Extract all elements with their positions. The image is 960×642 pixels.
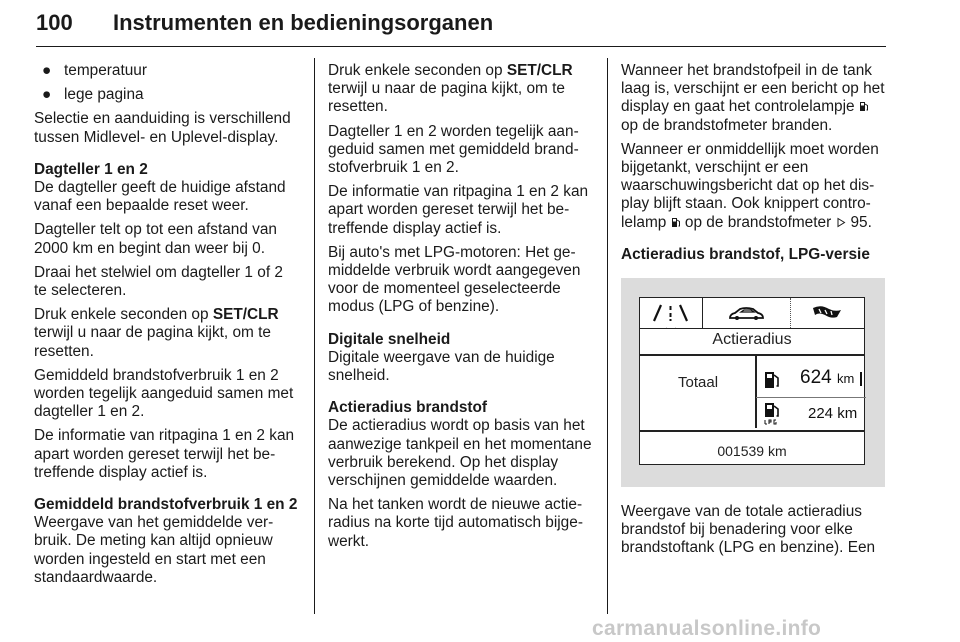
section-heading: Digitale snelheid	[328, 330, 451, 348]
fuel-pump-icon	[859, 101, 869, 112]
paragraph: Na het tanken wordt de nieuwe actieradius na korte tijd automatisch bijgewerkt.	[328, 496, 583, 550]
tab-road	[640, 298, 703, 328]
paragraph: De dagteller geeft de huidige afstand vanaf een bepaalde reset weer.	[34, 179, 286, 215]
fuel-pump-icon	[764, 370, 780, 390]
button-label: SET/CLR	[212, 306, 279, 324]
paragraph: Druk enkele seconden op SET/CLR terwijl u naar de pagina kijkt, om te resetten.	[328, 62, 573, 116]
paragraph: Weergave van het gemiddelde verbruik. De meting kan altijd opnieuw worden ingesteld en start met een standaardwaarde.	[34, 514, 274, 586]
total-label: Totaal	[678, 374, 719, 392]
paragraph: Draai het stelwiel om dagteller 1 of 2 te selecteren.	[34, 263, 283, 300]
column-3	[621, 62, 887, 564]
page-number: 100	[36, 10, 73, 35]
paragraph: Gemiddeld brandstofverbruik 1 en 2 worden tegelijk aangeduid samen met dagteller 1 en 2.	[34, 366, 294, 421]
tab-car	[702, 298, 790, 328]
paragraph: De informatie van ritpagina 1 en 2 kan apart worden gereset terwijl het betreffende display actief is.	[328, 183, 589, 237]
figure-caption: Weergave van de totale actieradius brandstof bij benadering voor elke brandstoftank (LPG en benzine). Een	[621, 503, 876, 557]
divider	[756, 397, 866, 398]
lpg-pump-icon	[764, 402, 780, 426]
display-page-title: Actieradius	[712, 331, 792, 349]
page-title: Instrumenten en bedieningsorganen	[113, 10, 494, 35]
section-heading: Gemiddeld brandstofverbruik 1 en 2	[34, 496, 298, 514]
page-header	[36, 4, 886, 47]
paragraph: Selectie en aanduiding is verschillend tussen Midlevel- en Uplevel-display.	[34, 110, 291, 146]
paragraph: Bij auto's met LPG-motoren: Het gemiddelde verbruik wordt aangegeven voor de momenteel geselecteerde modus (LPG of benzine).	[328, 243, 581, 316]
fuel-pump-icon	[671, 217, 681, 228]
scroll-indicator	[860, 372, 862, 386]
button-label: SET/CLR	[506, 62, 573, 79]
column-divider	[314, 58, 315, 614]
odometer-value: 001539 km	[717, 443, 787, 460]
section-heading: Dagteller 1 en 2	[34, 160, 148, 178]
road-icon	[640, 298, 702, 328]
section-heading: Actieradius brandstof, LPG-versie	[621, 245, 870, 263]
reference-arrow-icon	[836, 217, 846, 228]
lpg-range-value: 224 km	[808, 405, 858, 423]
list-item: ● lege pagina	[42, 86, 144, 104]
paragraph: Wanneer het brandstofpeil in de tank laag is, verschijnt er een bericht op het display en gaat het controlelampje op de brandstofmeter branden.	[621, 62, 885, 134]
car-icon	[702, 298, 790, 328]
tab-settings	[790, 298, 865, 328]
column-2	[328, 62, 594, 557]
paragraph: De actieradius wordt op basis van het aanwezige tankpeil en het momentane verbruik berekend. Op het display verschijnen gemiddelde waarden.	[328, 417, 592, 490]
column-1	[34, 62, 300, 593]
flag-icon	[791, 298, 865, 328]
display-tabs	[640, 298, 864, 329]
paragraph: Dagteller 1 en 2 worden tegelijk aangeduid samen met gemiddeld brandstofverbruik 1 en 2.	[328, 122, 579, 177]
paragraph: Wanneer er onmiddellijk moet worden bijgetankt, verschijnt er een waarschuwingsbericht dat op het display blijft staan. Ook knippert controlelamp op de brandstofmeter 95.	[621, 140, 879, 231]
paragraph: Druk enkele seconden op SET/CLR terwijl u naar de pagina kijkt, om te resetten.	[34, 306, 279, 360]
range-display-figure	[621, 278, 885, 487]
total-range-value: 624 km	[800, 367, 855, 389]
divider	[640, 430, 864, 432]
instrument-display	[639, 297, 865, 465]
divider	[755, 356, 757, 428]
paragraph: De informatie van ritpagina 1 en 2 kan apart worden gereset terwijl het betreffende display actief is.	[34, 427, 295, 481]
divider	[640, 354, 864, 356]
section-heading: Actieradius brandstof	[328, 399, 488, 417]
paragraph: Dagteller telt op tot een afstand van 2000 km en begint dan weer bij 0.	[34, 221, 277, 257]
watermark: carmanualsonline.info	[592, 617, 822, 640]
list-item: ● temperatuur	[42, 62, 147, 79]
paragraph: Digitale weergave van de huidige snelheid.	[328, 348, 555, 385]
column-divider	[607, 58, 608, 614]
